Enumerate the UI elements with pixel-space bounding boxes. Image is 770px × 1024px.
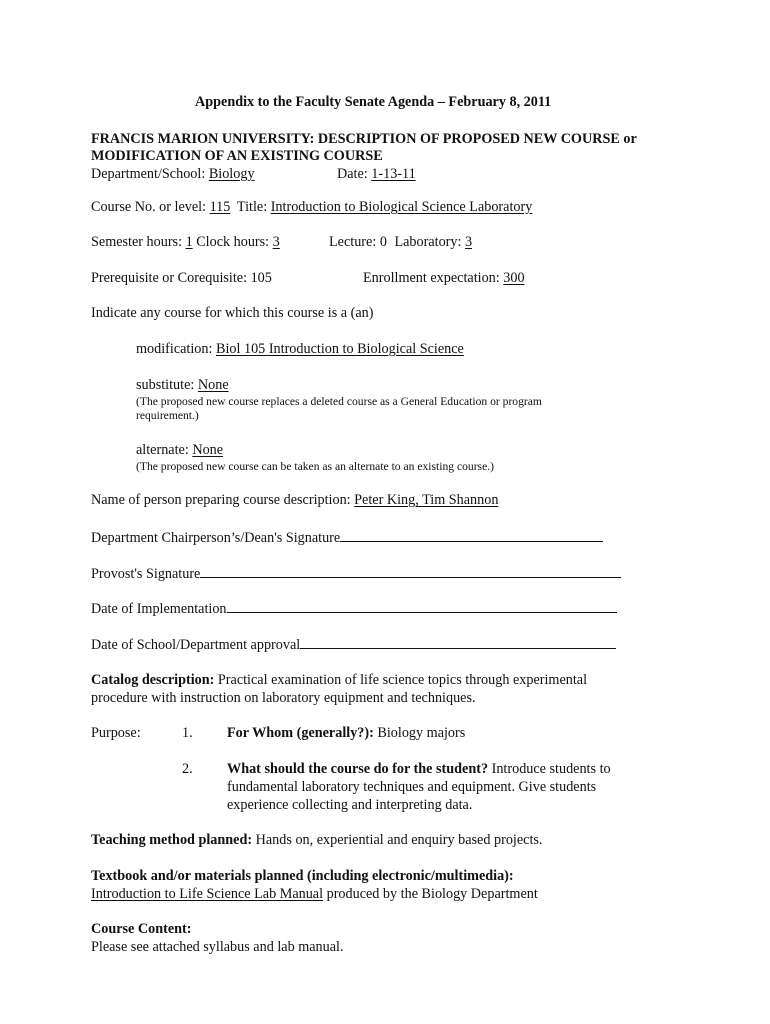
purpose-item-2-answer-line3: experience collecting and interpreting data. xyxy=(227,797,473,813)
approval-date-row xyxy=(91,635,616,654)
purpose-item-1-answer: Biology majors xyxy=(377,725,466,741)
preparer-row xyxy=(91,491,498,509)
department-row xyxy=(91,165,255,183)
purpose-label: Purpose: xyxy=(91,725,141,741)
lecture-value: 0 xyxy=(379,234,387,250)
implementation-date-label: Date of Implementation xyxy=(91,601,227,617)
clock-hours-value: 3 xyxy=(272,234,280,250)
date-row xyxy=(337,165,416,183)
course-no-label: Course No. or level: xyxy=(91,199,207,215)
textbook-rest: produced by the Biology Department xyxy=(323,886,538,902)
textbook-row xyxy=(91,885,538,903)
implementation-date-line[interactable] xyxy=(227,599,617,613)
lecture-lab-row xyxy=(329,233,472,251)
textbook-label: Textbook and/or materials planned (including electronic/multimedia): xyxy=(91,868,514,884)
purpose-item-2 xyxy=(227,760,611,778)
semester-hours-value: 1 xyxy=(185,234,193,250)
course-row xyxy=(91,198,532,216)
purpose-item-2-answer-line2: fundamental laboratory techniques and equipment. Give students xyxy=(227,779,597,795)
purpose-item-1 xyxy=(227,724,465,742)
substitute-value: None xyxy=(197,377,229,393)
enrollment-label: Enrollment expectation: xyxy=(363,270,500,286)
provost-signature-line[interactable] xyxy=(200,564,621,578)
purpose-item-2-answer-line1: Introduce students to xyxy=(491,761,611,777)
modification-value: Biol 105 Introduction to Biological Science xyxy=(216,341,464,357)
modification-row xyxy=(136,340,464,358)
form-title-line1: FRANCIS MARION UNIVERSITY: DESCRIPTION OF PROPOSED NEW COURSE or xyxy=(91,131,637,147)
alternate-value: None xyxy=(192,442,224,458)
modification-label: modification: xyxy=(136,341,213,357)
alternate-note: (The proposed new course can be taken as an alternate to an existing course.) xyxy=(136,460,494,473)
teaching-value: Hands on, experiential and enquiry based projects. xyxy=(255,832,543,848)
enrollment-row xyxy=(363,269,525,287)
catalog-label: Catalog description: xyxy=(91,672,215,688)
approval-date-line[interactable] xyxy=(300,635,616,649)
substitute-label: substitute: xyxy=(136,377,195,393)
teaching-row xyxy=(91,831,542,849)
course-no-value: 115 xyxy=(209,199,231,215)
approval-date-label: Date of School/Department approval xyxy=(91,637,301,653)
chair-signature-label: Department Chairperson’s/Dean's Signature xyxy=(91,530,341,546)
hours-row xyxy=(91,233,280,251)
purpose-item-2-num: 2. xyxy=(182,761,193,777)
substitute-row xyxy=(136,376,229,394)
alternate-label: alternate: xyxy=(136,442,189,458)
date-label: Date: xyxy=(337,166,368,182)
semester-hours-label: Semester hours: xyxy=(91,234,183,250)
course-title-label: Title: xyxy=(236,199,268,215)
purpose-item-1-num: 1. xyxy=(182,725,193,741)
prereq-row xyxy=(91,269,272,287)
form-title-line2: MODIFICATION OF AN EXISTING COURSE xyxy=(91,148,383,164)
catalog-line1: Practical examination of life science topics through experimental xyxy=(217,672,588,688)
catalog-line2: procedure with instruction on laboratory equipment and techniques. xyxy=(91,690,476,706)
substitute-note-line1: (The proposed new course replaces a deleted course as a General Education or program xyxy=(136,395,542,408)
catalog-row xyxy=(91,671,587,689)
provost-signature-row xyxy=(91,564,621,583)
date-value: 1-13-11 xyxy=(371,166,416,182)
course-content-label: Course Content: xyxy=(91,921,192,937)
substitute-note-line2: requirement.) xyxy=(136,409,199,422)
purpose-item-1-question: For Whom (generally?): xyxy=(227,725,374,741)
department-value: Biology xyxy=(208,166,255,182)
department-label: Department/School: xyxy=(91,166,206,182)
chair-signature-row xyxy=(91,528,603,547)
textbook-title: Introduction to Life Science Lab Manual xyxy=(91,886,324,902)
course-content-value: Please see attached syllabus and lab manual. xyxy=(91,939,344,955)
prereq-value: 105 xyxy=(250,270,272,286)
implementation-date-row xyxy=(91,599,617,618)
course-title-value: Introduction to Biological Science Laboratory xyxy=(270,199,533,215)
chair-signature-line[interactable] xyxy=(340,528,603,542)
provost-signature-label: Provost's Signature xyxy=(91,566,201,582)
clock-hours-label: Clock hours: xyxy=(196,234,270,250)
lecture-label: Lecture: xyxy=(329,234,377,250)
appendix-title: Appendix to the Faculty Senate Agenda – February 8, 2011 xyxy=(195,94,552,110)
laboratory-value: 3 xyxy=(464,234,473,250)
prereq-label: Prerequisite or Corequisite: xyxy=(91,270,248,286)
alternate-row xyxy=(136,441,223,459)
indicate-text: Indicate any course for which this course is a (an) xyxy=(91,305,374,321)
enrollment-value: 300 xyxy=(503,270,525,286)
preparer-value: Peter King, Tim Shannon xyxy=(354,492,499,508)
laboratory-label: Laboratory: xyxy=(394,234,462,250)
teaching-label: Teaching method planned: xyxy=(91,832,253,848)
purpose-item-2-question: What should the course do for the student? xyxy=(227,761,489,777)
preparer-label: Name of person preparing course description: xyxy=(91,492,351,508)
